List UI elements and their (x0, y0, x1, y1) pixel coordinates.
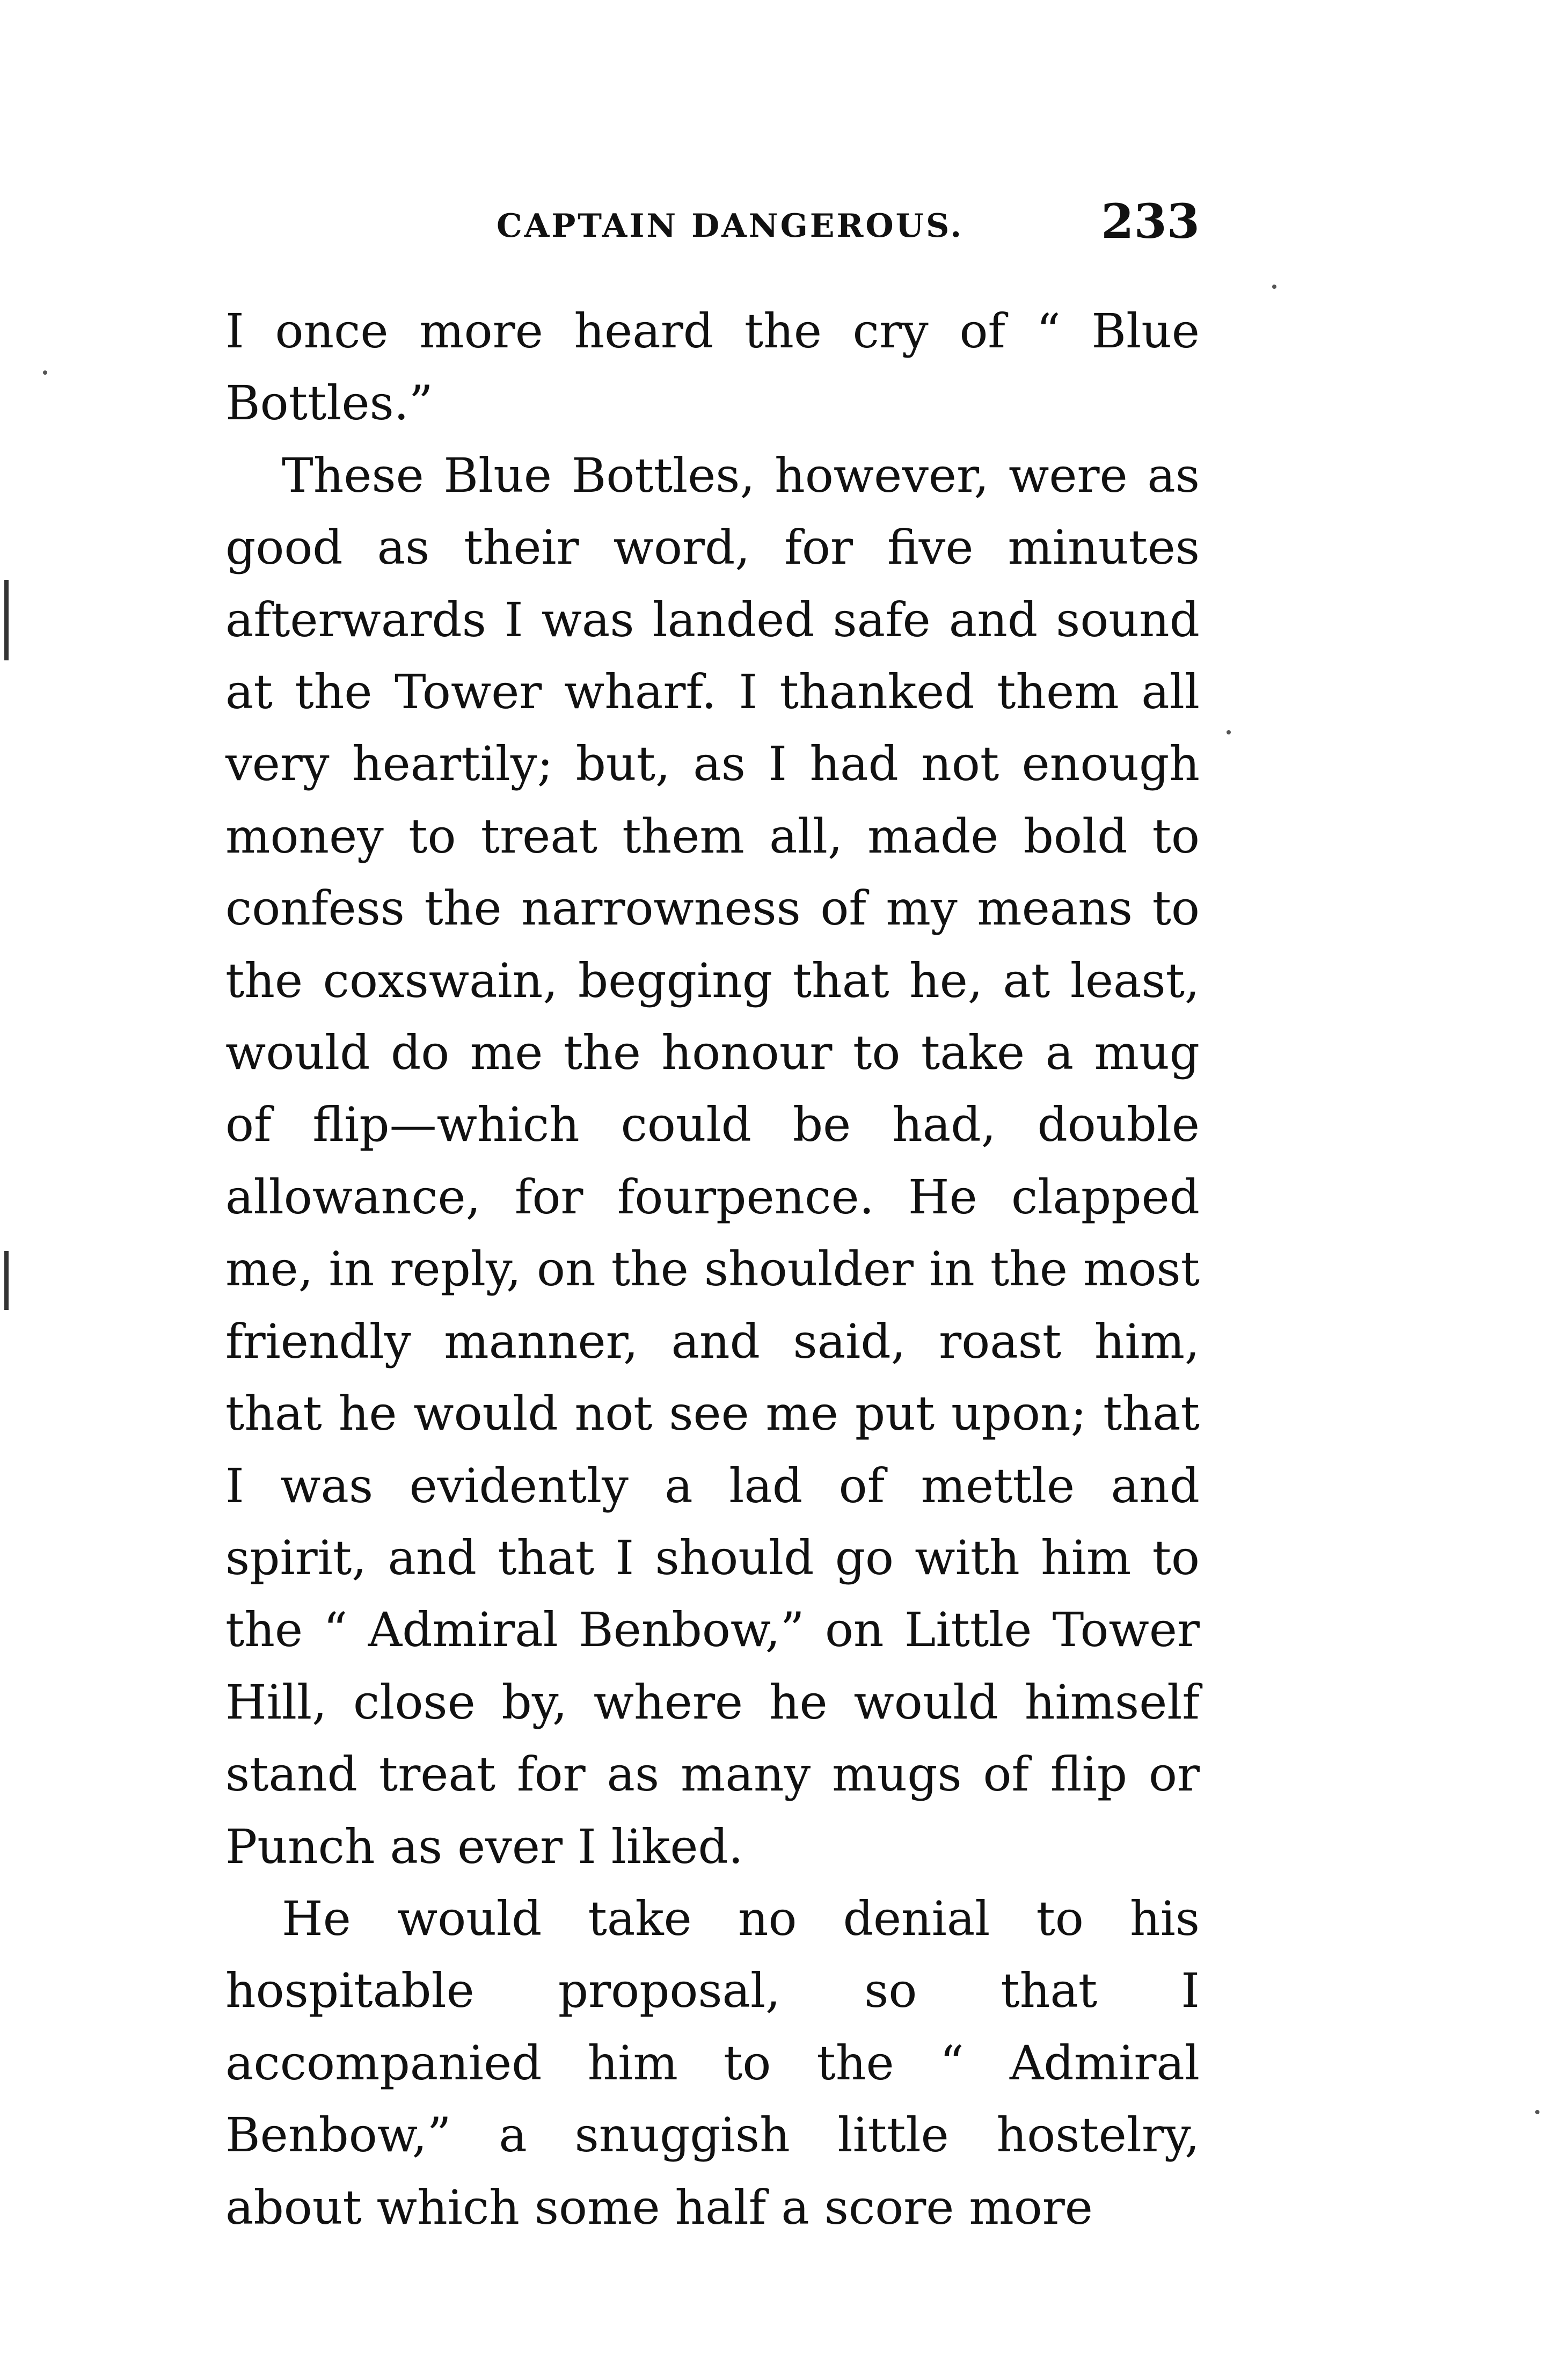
scan-edge-mark (4, 1251, 9, 1310)
page-number: 233 (1101, 193, 1200, 249)
running-title: CAPTAIN DANGEROUS. (497, 207, 964, 245)
scan-speck (1272, 285, 1276, 289)
scan-speck (1227, 730, 1231, 734)
page-header (225, 193, 1200, 262)
scan-edge-mark (4, 580, 9, 660)
paragraph: He would take no denial to his hospitable proposal, so that I accompanied him to the “ Admiral Benbow,” a snuggish little hostelry, about which some half a score more (225, 1890, 1200, 2235)
scan-speck (1535, 2110, 1539, 2114)
paragraph: I once more heard the cry of “ Blue Bottles.” (225, 303, 1200, 431)
paragraph: These Blue Bottles, however, were as good as their word, for five minutes afterwards I was landed safe and sound at the Tower wharf. I thanked them all very heartily; but, as I had not enough money to treat them all, made bold to confess the narrowness of my means to the coxswain, begging that he, at least, would do me the honour to take a mug of flip—which could be had, double allowance, for fourpence. He clapped me, in reply, on the shoulder in the most friendly manner, and said, roast him, that he would not see me put upon; that I was evidently a lad of mettle and spirit, and that I should go with him to the “ Admiral Benbow,” on Little Tower Hill, close by, where he would himself stand treat for as many mugs of flip or Punch as ever I liked. (225, 447, 1200, 1874)
scan-speck (43, 370, 47, 375)
body-text (225, 295, 1200, 2244)
